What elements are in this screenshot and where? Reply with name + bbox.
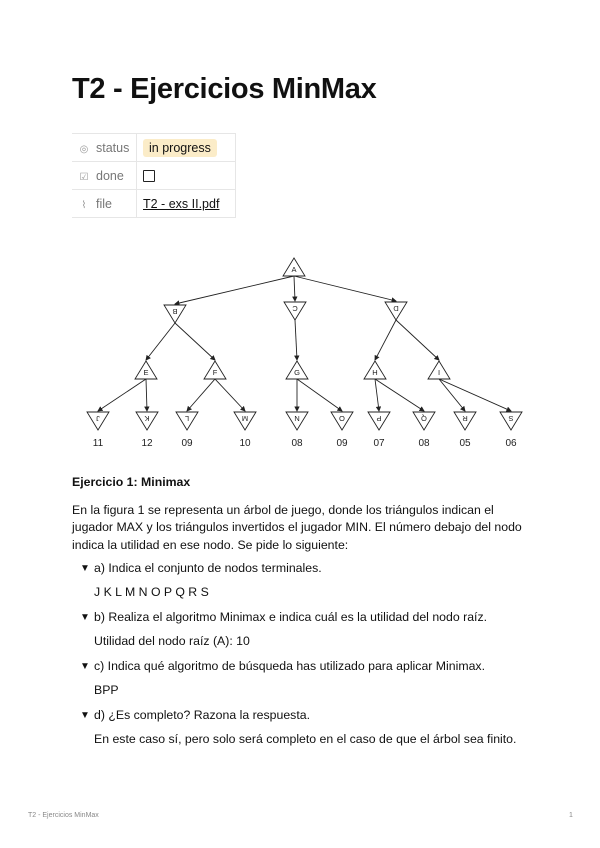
node-label: N [294, 414, 300, 423]
node-label: L [184, 414, 190, 423]
answer-text: J K L M N O P Q R S [94, 584, 209, 599]
node-label: H [372, 368, 378, 377]
tree-edge [439, 379, 511, 411]
utility-label: 07 [373, 438, 385, 449]
tree-node-k [136, 412, 158, 430]
property-done [72, 162, 236, 190]
status-badge[interactable]: in progress [143, 139, 217, 157]
tree-node-d [385, 302, 407, 320]
toggle-header[interactable] [72, 707, 528, 725]
toggle-header[interactable] [72, 658, 528, 676]
toggle-header[interactable] [72, 560, 528, 578]
property-file [72, 190, 236, 218]
tree-edge [187, 379, 215, 411]
tree-node-n [286, 412, 308, 430]
tree-edge [175, 323, 215, 360]
question-text: c) Indica qué algoritmo de búsqueda has utilizado para aplicar Minimax. [94, 659, 485, 673]
tree-node-i [428, 361, 450, 379]
tree-node-j [87, 412, 109, 430]
tree-node-h [364, 361, 386, 379]
tree-edge [375, 379, 379, 411]
tree-edge [294, 276, 295, 301]
node-label: Q [421, 414, 427, 423]
game-tree-figure [70, 250, 530, 455]
question-text: d) ¿Es completo? Razona la respuesta. [94, 708, 310, 722]
toggle-item-b [72, 609, 528, 650]
target-icon: ◎ [79, 143, 89, 155]
tree-node-a [283, 258, 305, 276]
utility-label: 05 [459, 438, 471, 449]
tree-node-g [286, 361, 308, 379]
node-label: B [172, 307, 178, 316]
tree-node-l [176, 412, 198, 430]
tree-edge [175, 276, 294, 304]
page-title: T2 - Ejercicios MinMax [72, 73, 377, 105]
toggle-header[interactable] [72, 609, 528, 627]
tree-node-r [454, 412, 476, 430]
toggle-item-c [72, 658, 528, 699]
done-checkbox[interactable] [143, 170, 155, 182]
property-status [72, 134, 236, 162]
utility-label: 09 [336, 438, 348, 449]
node-label: K [144, 414, 150, 423]
status-value-cell[interactable] [137, 134, 236, 162]
tree-edge [396, 320, 439, 360]
paperclip-icon: ⌇ [81, 199, 87, 211]
answer-text: BPP [94, 682, 119, 697]
utility-label: 08 [291, 438, 303, 449]
tree-edge [375, 379, 424, 411]
node-label: F [212, 368, 218, 377]
answer-text: En este caso sí, pero solo será completo en el caso de que el árbol sea finito. [94, 731, 517, 746]
node-label: A [291, 265, 297, 274]
node-label: E [143, 368, 149, 377]
tree-edge [215, 379, 245, 411]
node-label: O [339, 414, 345, 423]
node-label: G [294, 368, 300, 377]
node-label: I [437, 368, 441, 377]
toggle-item-d [72, 707, 528, 748]
node-label: R [462, 414, 468, 423]
tree-node-c [284, 302, 306, 320]
footer-title: T2 - Ejercicios MinMax [28, 812, 99, 819]
tree-edge [295, 320, 297, 360]
property-key: done [96, 168, 124, 183]
triangle-down-icon[interactable]: ▼ [80, 612, 90, 623]
tree-edge [297, 379, 342, 411]
tree-edge [439, 379, 465, 411]
tree-edge [294, 276, 396, 301]
utility-label: 12 [141, 438, 153, 449]
node-label: S [508, 414, 514, 423]
triangle-down-icon[interactable]: ▼ [80, 661, 90, 672]
tree-node-f [204, 361, 226, 379]
triangle-down-icon[interactable]: ▼ [80, 563, 90, 574]
property-key: file [96, 196, 112, 211]
exercise-section [72, 474, 528, 756]
triangle-down-icon[interactable]: ▼ [80, 710, 90, 721]
exercise-intro: En la figura 1 se representa un árbol de juego, donde los triángulos indican el jugador MAX y los triángulos invertidos el jugador MIN. El número debajo del nodo indica la utilidad en ese nodo. Se pide lo siguiente: [72, 502, 522, 552]
tree-node-p [368, 412, 390, 430]
tree-edge [375, 320, 396, 360]
tree-node-b [164, 305, 186, 323]
tree-node-s [500, 412, 522, 430]
node-label: M [241, 414, 249, 423]
tree-node-e [135, 361, 157, 379]
footer-page-number: 1 [569, 812, 573, 819]
toggle-item-a [72, 560, 528, 601]
property-key: status [96, 140, 130, 155]
tree-node-m [234, 412, 256, 430]
tree-node-o [331, 412, 353, 430]
utility-label: 10 [239, 438, 251, 449]
utility-label: 11 [92, 438, 104, 449]
properties-table [72, 133, 236, 218]
answer-text: Utilidad del nodo raíz (A): 10 [94, 633, 250, 648]
node-label: J [96, 414, 100, 423]
node-label: C [292, 304, 298, 313]
utility-label: 08 [418, 438, 430, 449]
node-label: D [393, 304, 399, 313]
tree-edge [98, 379, 146, 411]
checkbox-icon: ☑ [79, 171, 89, 183]
node-label: P [376, 414, 382, 423]
tree-node-q [413, 412, 435, 430]
exercise-heading: Ejercicio 1: Minimax [72, 475, 191, 489]
utility-label: 06 [505, 438, 517, 449]
question-text: a) Indica el conjunto de nodos terminales. [94, 561, 322, 575]
file-link[interactable]: T2 - exs II.pdf [143, 196, 220, 211]
utility-label: 09 [181, 438, 193, 449]
tree-edge [146, 323, 175, 360]
question-text: b) Realiza el algoritmo Minimax e indica cuál es la utilidad del nodo raíz. [94, 610, 488, 624]
tree-edge [146, 379, 147, 411]
